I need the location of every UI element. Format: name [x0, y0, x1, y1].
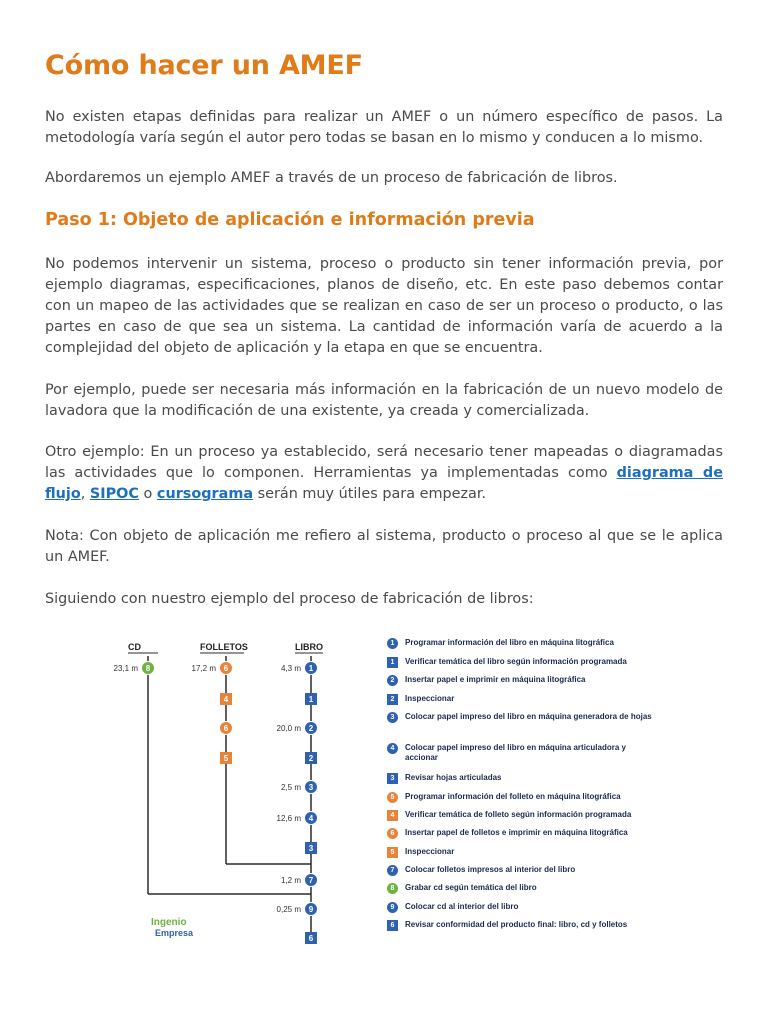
legend-symbol-square: 4: [387, 810, 398, 821]
legend-text: Programar información del folleto en máquina litográfica: [405, 792, 621, 801]
page-title: Cómo hacer un AMEF: [45, 50, 363, 81]
libro-node-4-number: 3: [308, 783, 314, 792]
column-header-libro: LIBRO: [295, 642, 323, 652]
cd-node-0-number: 8: [145, 664, 151, 673]
paragraph-information: No podemos intervenir un sistema, proceso o producto sin tener información previa, por ejemplo diagramas, especificaciones, planos de diseño, etc. En este paso debemos contar con un mapeo de las actividades que se realizan en caso de ser un proceso o producto, o las partes en caso de que sea un sistema. La cantidad de información varía de acuerdo a la complejidad del objeto de aplicación y la etapa en que se encuentra.: [45, 256, 723, 356]
legend-text: Inspeccionar: [405, 847, 455, 856]
folletos-node-0-time: 17,2 m: [191, 664, 216, 673]
folletos-node-2-number: 6: [223, 724, 229, 733]
legend-symbol-circle: 4: [387, 743, 398, 754]
folletos-node-0-number: 6: [223, 664, 229, 673]
ingenio-empresa-logo: [151, 918, 193, 938]
legend-symbol-square: 1: [387, 657, 398, 668]
libro-node-7-time: 1,2 m: [280, 876, 301, 885]
legend-text: Insertar papel de folletos e imprimir en máquina litográfica: [405, 828, 628, 837]
legend-symbol-circle: 9: [387, 902, 398, 913]
legend-text: Verificar temática de folleto según información programada: [405, 810, 632, 819]
legend-symbol-circle: 2: [387, 675, 398, 686]
paragraph-note: Nota: Con objeto de aplicación me refiero al sistema, producto o proceso al que se le aplica un AMEF.: [45, 528, 723, 565]
legend-symbol-circle: 1: [387, 638, 398, 649]
link-sipoc[interactable]: SIPOC: [89, 486, 139, 502]
legend-text: Inspeccionar: [405, 694, 455, 703]
column-header-cd: CD: [128, 642, 141, 652]
folletos-node-1-number: 4: [223, 695, 229, 704]
libro-node-9-number: 6: [308, 934, 314, 943]
libro-node-2-time: 20,0 m: [276, 724, 301, 733]
libro-node-6-number: 3: [308, 844, 314, 853]
legend-symbol-circle: 6: [387, 828, 398, 839]
process-diagram: [113, 636, 657, 948]
intro-paragraph: No existen etapas definidas para realizar un AMEF o un número específico de pasos. La metodología varía según el autor pero todas se basan en lo mismo y conducen a lo mismo.: [45, 109, 723, 146]
legend-text: Revisar hojas articuladas: [405, 773, 502, 782]
legend-text: Verificar temática del libro según información programada: [405, 657, 627, 666]
libro-node-7-number: 7: [308, 876, 314, 885]
libro-node-8-number: 9: [308, 905, 314, 914]
libro-node-1-number: 1: [308, 695, 314, 704]
legend-text: Colocar papel impreso del libro en máquina articuladora y accionar: [405, 743, 626, 762]
legend-text: Programar información del libro en máquina litográfica: [405, 638, 614, 647]
libro-node-2-number: 2: [308, 724, 314, 733]
paragraph-example: Por ejemplo, puede ser necesaria más información en la fabricación de un nuevo modelo de lavadora que la modificación de una existente, ya creada y comercializada.: [45, 382, 723, 419]
libro-node-3-number: 2: [308, 754, 314, 763]
legend-text: Colocar folletos impresos al interior del libro: [405, 865, 576, 874]
legend-symbol-circle: 3: [387, 712, 398, 723]
libro-node-5-number: 4: [308, 814, 314, 823]
tools-text-after: serán muy útiles para empezar.: [253, 486, 486, 502]
legend-text: Insertar papel e imprimir en máquina litográfica: [405, 675, 586, 684]
intro2-paragraph: Abordaremos un ejemplo AMEF a través de un proceso de fabricación de libros.: [45, 170, 618, 186]
libro-node-4-time: 2,5 m: [280, 783, 301, 792]
legend-text: Colocar cd al interior del libro: [405, 902, 519, 911]
step1-heading: Paso 1: Objeto de aplicación e información previa: [45, 210, 535, 230]
libro-node-0-number: 1: [308, 664, 314, 673]
tools-sep-2: o: [138, 486, 157, 502]
libro-node-5-time: 12,6 m: [276, 814, 301, 823]
legend-text: Revisar conformidad del producto final: libro, cd y folletos: [405, 920, 628, 929]
legend-symbol-square: 2: [387, 694, 398, 705]
legend-symbol-square: 3: [387, 773, 398, 784]
link-cursograma[interactable]: cursograma: [156, 486, 254, 502]
paragraph-continue: Siguiendo con nuestro ejemplo del proceso de fabricación de libros:: [45, 591, 534, 607]
libro-node-0-time: 4,3 m: [280, 664, 301, 673]
logo-text-2: Empresa: [155, 928, 194, 938]
legend-symbol-circle: 8: [387, 883, 398, 894]
tools-text-before: Otro ejemplo: En un proceso ya establecido, será necesario tener mapeadas o diagramadas las actividades que lo componen. Herramientas ya implementadas como: [45, 444, 723, 481]
legend-symbol-square: 5: [387, 847, 398, 858]
legend-text: Colocar papel impreso del libro en máquina generadora de hojas: [405, 712, 652, 721]
legend-symbol-circle: 7: [387, 865, 398, 876]
tools-sep-1: ,: [80, 486, 90, 502]
legend-text: Grabar cd según temática del libro: [405, 883, 537, 892]
folletos-node-3-number: 5: [223, 754, 229, 763]
process-flow-chart: [113, 636, 393, 948]
paragraph-tools: [45, 442, 723, 505]
libro-node-8-time: 0,25 m: [276, 905, 301, 914]
cd-node-0-time: 23,1 m: [113, 664, 138, 673]
legend-symbol-circle: 5: [387, 792, 398, 803]
logo-text-1: Ingenio: [151, 917, 187, 928]
link-diagrama-de-flujo[interactable]: diagrama de flujo: [45, 465, 723, 502]
legend-symbol-square: 6: [387, 920, 398, 931]
column-header-folletos: FOLLETOS: [200, 642, 248, 652]
